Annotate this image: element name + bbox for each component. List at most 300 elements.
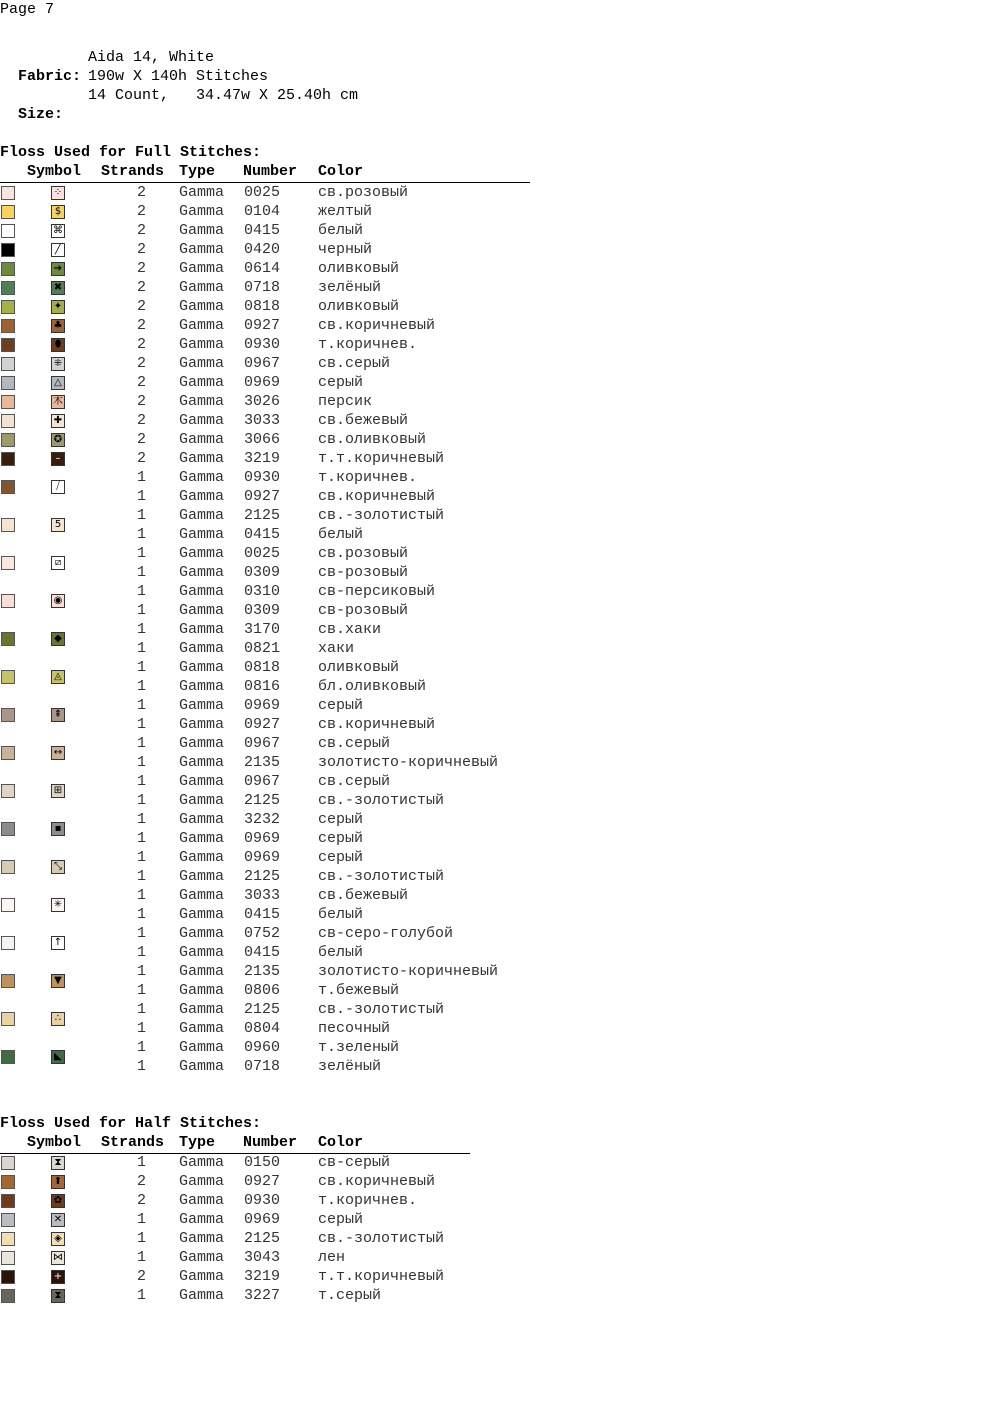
triangle-pair-icon: ⧗ bbox=[51, 1289, 65, 1303]
floss-row bbox=[0, 335, 560, 354]
floss-row bbox=[0, 240, 560, 259]
strands-cell: 1 bbox=[137, 621, 147, 638]
fabric-label: Fabric: bbox=[18, 68, 82, 85]
arrow-up-bold-icon: ⬆ bbox=[51, 1175, 65, 1189]
floss-row bbox=[0, 1248, 560, 1267]
number-cell: 0969 bbox=[244, 830, 281, 847]
floss-row bbox=[0, 1153, 560, 1172]
number-cell: 0150 bbox=[244, 1154, 281, 1171]
strands-cell: 2 bbox=[137, 1192, 147, 1209]
number-cell: 0927 bbox=[244, 1173, 281, 1190]
command-icon: ⌘ bbox=[53, 224, 63, 236]
leaf-icon: ◣ bbox=[51, 1050, 65, 1064]
col-color-header: Color bbox=[318, 1134, 364, 1151]
type-cell: Gamma bbox=[179, 488, 225, 505]
type-cell: Gamma bbox=[179, 241, 225, 258]
strands-cell: 1 bbox=[137, 488, 147, 505]
col-color-header: Color bbox=[318, 163, 364, 180]
number-cell: 0821 bbox=[244, 640, 281, 657]
type-cell: Gamma bbox=[179, 260, 225, 277]
three-dots-icon: ∴ bbox=[51, 1012, 65, 1026]
type-cell: Gamma bbox=[179, 336, 225, 353]
grid-icon: ⊞ bbox=[51, 784, 65, 798]
color-name-cell: св.-золотистый bbox=[318, 1001, 445, 1018]
floss-row bbox=[0, 753, 560, 772]
color-name-cell: оливковый bbox=[318, 659, 400, 676]
type-cell: Gamma bbox=[179, 773, 225, 790]
strands-cell: 1 bbox=[137, 602, 147, 619]
page-label: Page 7 bbox=[0, 1, 55, 18]
number-cell: 3219 bbox=[244, 450, 281, 467]
number-cell: 3170 bbox=[244, 621, 281, 638]
number-cell: 0969 bbox=[244, 697, 281, 714]
floss-row bbox=[0, 221, 560, 240]
number-cell: 0309 bbox=[244, 564, 281, 581]
up-arrow-bar-icon: ⇞ bbox=[51, 708, 65, 722]
color-name-cell: серый bbox=[318, 849, 364, 866]
strands-cell: 1 bbox=[137, 678, 147, 695]
type-cell: Gamma bbox=[179, 697, 225, 714]
strands-cell: 2 bbox=[137, 184, 147, 201]
type-cell: Gamma bbox=[179, 1211, 225, 1228]
floss-row bbox=[0, 525, 560, 544]
number-cell: 0927 bbox=[244, 317, 281, 334]
type-cell: Gamma bbox=[179, 735, 225, 752]
target-icon: ◉ bbox=[51, 594, 65, 608]
size-label: Size: bbox=[18, 106, 64, 123]
number-cell: 0752 bbox=[244, 925, 281, 942]
strands-cell: 1 bbox=[137, 507, 147, 524]
strands-cell: 1 bbox=[137, 792, 147, 809]
floss-row bbox=[0, 411, 560, 430]
number-cell: 2135 bbox=[244, 754, 281, 771]
floss-row bbox=[0, 278, 560, 297]
floss-row bbox=[0, 1267, 560, 1286]
color-name-cell: золотисто-коричневый bbox=[318, 754, 499, 771]
type-cell: Gamma bbox=[179, 1230, 225, 1247]
type-cell: Gamma bbox=[179, 621, 225, 638]
type-cell: Gamma bbox=[179, 545, 225, 562]
col-number-header: Number bbox=[243, 1134, 298, 1151]
strands-cell: 2 bbox=[137, 279, 147, 296]
color-name-cell: лен bbox=[318, 1249, 346, 1266]
number-cell: 0816 bbox=[244, 678, 281, 695]
floss-row bbox=[0, 981, 560, 1000]
strands-cell: 1 bbox=[137, 887, 147, 904]
strands-cell: 1 bbox=[137, 1058, 147, 1075]
strands-cell: 1 bbox=[137, 1249, 147, 1266]
floss-row bbox=[0, 962, 560, 981]
color-name-cell: т.коричнев. bbox=[318, 469, 418, 486]
number-cell: 0310 bbox=[244, 583, 281, 600]
floss-row bbox=[0, 449, 560, 468]
color-name-cell: св-персиковый bbox=[318, 583, 436, 600]
type-cell: Gamma bbox=[179, 678, 225, 695]
strands-cell: 1 bbox=[137, 469, 147, 486]
number-cell: 3043 bbox=[244, 1249, 281, 1266]
type-cell: Gamma bbox=[179, 431, 225, 448]
type-cell: Gamma bbox=[179, 944, 225, 961]
color-name-cell: т.серый bbox=[318, 1287, 382, 1304]
number-cell: 0927 bbox=[244, 488, 281, 505]
floss-row bbox=[0, 487, 560, 506]
color-name-cell: т.коричнев. bbox=[318, 336, 418, 353]
star-circle-icon: ✪ bbox=[51, 433, 65, 447]
strands-cell: 2 bbox=[137, 450, 147, 467]
type-cell: Gamma bbox=[179, 1287, 225, 1304]
strands-cell: 2 bbox=[137, 260, 147, 277]
number-cell: 0309 bbox=[244, 602, 281, 619]
type-cell: Gamma bbox=[179, 469, 225, 486]
type-cell: Gamma bbox=[179, 507, 225, 524]
strands-cell: 1 bbox=[137, 982, 147, 999]
floss-row bbox=[0, 544, 560, 563]
color-name-cell: св.коричневый bbox=[318, 488, 436, 505]
type-cell: Gamma bbox=[179, 298, 225, 315]
color-name-cell: св-розовый bbox=[318, 602, 409, 619]
strands-cell: 1 bbox=[137, 1039, 147, 1056]
type-cell: Gamma bbox=[179, 393, 225, 410]
color-name-cell: св-серый bbox=[318, 1154, 391, 1171]
color-name-cell: св.розовый bbox=[318, 545, 409, 562]
type-cell: Gamma bbox=[179, 792, 225, 809]
strands-cell: 2 bbox=[137, 393, 147, 410]
strands-cell: 1 bbox=[137, 1211, 147, 1228]
sparkle-icon: ✦ bbox=[51, 300, 65, 314]
floss-row bbox=[0, 1172, 560, 1191]
number-cell: 2125 bbox=[244, 1001, 281, 1018]
four-dots-icon: ⁜ bbox=[51, 357, 65, 371]
strands-cell: 2 bbox=[137, 222, 147, 239]
number-cell: 0415 bbox=[244, 906, 281, 923]
five-icon: 5 bbox=[51, 518, 65, 532]
floss-row bbox=[0, 867, 560, 886]
color-name-cell: белый bbox=[318, 222, 364, 239]
type-cell: Gamma bbox=[179, 1001, 225, 1018]
strands-cell: 1 bbox=[137, 697, 147, 714]
number-cell: 0025 bbox=[244, 545, 281, 562]
color-name-cell: золотисто-коричневый bbox=[318, 963, 499, 980]
color-name-cell: св.бежевый bbox=[318, 412, 409, 429]
color-name-cell: св.-золотистый bbox=[318, 792, 445, 809]
floss-row bbox=[0, 202, 560, 221]
color-name-cell: зелёный bbox=[318, 1058, 382, 1075]
col-type-header: Type bbox=[179, 1134, 216, 1151]
floss-row bbox=[0, 259, 560, 278]
number-cell: 0104 bbox=[244, 203, 281, 220]
strands-cell: 1 bbox=[137, 583, 147, 600]
number-cell: 0967 bbox=[244, 735, 281, 752]
color-name-cell: св.-золотистый bbox=[318, 868, 445, 885]
number-cell: 0818 bbox=[244, 659, 281, 676]
color-name-cell: т.коричнев. bbox=[318, 1192, 418, 1209]
col-symbol-header: Symbol bbox=[27, 1134, 82, 1151]
number-cell: 3219 bbox=[244, 1268, 281, 1285]
floss-row bbox=[0, 639, 560, 658]
hatched-square-icon: ⧄ bbox=[51, 556, 65, 570]
type-cell: Gamma bbox=[179, 982, 225, 999]
type-cell: Gamma bbox=[179, 868, 225, 885]
type-cell: Gamma bbox=[179, 754, 225, 771]
type-cell: Gamma bbox=[179, 602, 225, 619]
color-name-cell: персик bbox=[318, 393, 373, 410]
floss-row bbox=[0, 772, 560, 791]
fabric-stitches: 190w X 140h Stitches bbox=[88, 68, 269, 85]
color-name-cell: песочный bbox=[318, 1020, 391, 1037]
color-name-cell: белый bbox=[318, 944, 364, 961]
x-box-icon: ✕ bbox=[51, 1213, 65, 1227]
type-cell: Gamma bbox=[179, 887, 225, 904]
type-cell: Gamma bbox=[179, 526, 225, 543]
number-cell: 0718 bbox=[244, 1058, 281, 1075]
floss-row bbox=[0, 373, 560, 392]
type-cell: Gamma bbox=[179, 963, 225, 980]
color-name-cell: серый bbox=[318, 697, 364, 714]
strands-cell: 1 bbox=[137, 1020, 147, 1037]
type-cell: Gamma bbox=[179, 811, 225, 828]
number-cell: 3033 bbox=[244, 887, 281, 904]
floss-row bbox=[0, 582, 560, 601]
col-symbol-header: Symbol bbox=[27, 163, 82, 180]
dots-diamond-icon: ⁘ bbox=[51, 186, 65, 200]
number-cell: 0927 bbox=[244, 716, 281, 733]
floss-row bbox=[0, 677, 560, 696]
strands-cell: 1 bbox=[137, 811, 147, 828]
floss-row bbox=[0, 848, 560, 867]
number-cell: 0818 bbox=[244, 298, 281, 315]
strands-cell: 2 bbox=[137, 355, 147, 372]
floss-row bbox=[0, 1057, 560, 1076]
diamond-dots-icon: ◈ bbox=[51, 1232, 65, 1246]
plus-bold-icon: ✚ bbox=[51, 414, 65, 428]
strands-cell: 1 bbox=[137, 659, 147, 676]
floss-row bbox=[0, 1019, 560, 1038]
color-name-cell: св.оливковый bbox=[318, 431, 427, 448]
strands-cell: 2 bbox=[137, 1173, 147, 1190]
number-cell: 0415 bbox=[244, 222, 281, 239]
strands-cell: 1 bbox=[137, 754, 147, 771]
type-cell: Gamma bbox=[179, 830, 225, 847]
number-cell: 0967 bbox=[244, 773, 281, 790]
number-cell: 3033 bbox=[244, 412, 281, 429]
number-cell: 3066 bbox=[244, 431, 281, 448]
floss-row bbox=[0, 563, 560, 582]
color-name-cell: св.серый bbox=[318, 735, 391, 752]
floss-row bbox=[0, 696, 560, 715]
number-cell: 0025 bbox=[244, 184, 281, 201]
half-stitches-title: Floss Used for Half Stitches: bbox=[0, 1115, 262, 1132]
floss-row bbox=[0, 715, 560, 734]
strands-cell: 1 bbox=[137, 830, 147, 847]
tree-icon: ⽊ bbox=[53, 395, 63, 407]
number-cell: 3227 bbox=[244, 1287, 281, 1304]
arrow-right-icon: ➔ bbox=[51, 262, 65, 276]
number-cell: 0930 bbox=[244, 336, 281, 353]
type-cell: Gamma bbox=[179, 279, 225, 296]
pill-icon: ⧸ bbox=[51, 480, 65, 494]
drop-icon: ⬮ bbox=[51, 338, 65, 352]
number-cell: 0806 bbox=[244, 982, 281, 999]
type-cell: Gamma bbox=[179, 1268, 225, 1285]
strands-cell: 1 bbox=[137, 1287, 147, 1304]
flower-icon: ✿ bbox=[51, 1194, 65, 1208]
strands-cell: 1 bbox=[137, 640, 147, 657]
floss-row bbox=[0, 924, 560, 943]
color-name-cell: серый bbox=[318, 1211, 364, 1228]
strands-cell: 1 bbox=[137, 1230, 147, 1247]
slash-icon: ╱ bbox=[51, 243, 65, 257]
number-cell: 3232 bbox=[244, 811, 281, 828]
color-name-cell: т.бежевый bbox=[318, 982, 400, 999]
dollar-icon: $ bbox=[51, 205, 65, 219]
cross-icon: ✖ bbox=[51, 281, 65, 295]
type-cell: Gamma bbox=[179, 925, 225, 942]
number-cell: 0804 bbox=[244, 1020, 281, 1037]
col-strands-header: Strands bbox=[101, 163, 165, 180]
number-cell: 2135 bbox=[244, 963, 281, 980]
type-cell: Gamma bbox=[179, 1192, 225, 1209]
strands-cell: 2 bbox=[137, 203, 147, 220]
color-name-cell: бл.оливковый bbox=[318, 678, 427, 695]
color-name-cell: белый bbox=[318, 526, 364, 543]
color-name-cell: св.бежевый bbox=[318, 887, 409, 904]
color-name-cell: св.-золотистый bbox=[318, 1230, 445, 1247]
floss-row bbox=[0, 1210, 560, 1229]
type-cell: Gamma bbox=[179, 450, 225, 467]
full-stitches-title: Floss Used for Full Stitches: bbox=[0, 144, 262, 161]
color-name-cell: желтый bbox=[318, 203, 373, 220]
color-name-cell: св.коричневый bbox=[318, 1173, 436, 1190]
col-type-header: Type bbox=[179, 163, 216, 180]
resize-icon: ⤡ bbox=[51, 860, 65, 874]
type-cell: Gamma bbox=[179, 1154, 225, 1171]
color-name-cell: черный bbox=[318, 241, 373, 258]
floss-row bbox=[0, 886, 560, 905]
floss-row bbox=[0, 734, 560, 753]
color-name-cell: белый bbox=[318, 906, 364, 923]
floss-row bbox=[0, 1286, 560, 1305]
floss-row bbox=[0, 1000, 560, 1019]
color-name-cell: св.серый bbox=[318, 355, 391, 372]
floss-row bbox=[0, 297, 560, 316]
number-cell: 2125 bbox=[244, 507, 281, 524]
triangle-down-icon: ▼ bbox=[51, 974, 65, 988]
color-name-cell: хаки bbox=[318, 640, 355, 657]
type-cell: Gamma bbox=[179, 583, 225, 600]
type-cell: Gamma bbox=[179, 355, 225, 372]
color-name-cell: серый bbox=[318, 374, 364, 391]
floss-row bbox=[0, 620, 560, 639]
color-name-cell: т.т.коричневый bbox=[318, 1268, 445, 1285]
strands-cell: 1 bbox=[137, 526, 147, 543]
type-cell: Gamma bbox=[179, 222, 225, 239]
strands-cell: 1 bbox=[137, 1001, 147, 1018]
strands-cell: 1 bbox=[137, 906, 147, 923]
hourglass-icon: ⧗ bbox=[51, 1156, 65, 1170]
color-name-cell: т.т.коричневый bbox=[318, 450, 445, 467]
number-cell: 2125 bbox=[244, 792, 281, 809]
strands-cell: 2 bbox=[137, 336, 147, 353]
strands-cell: 2 bbox=[137, 1268, 147, 1285]
number-cell: 2125 bbox=[244, 868, 281, 885]
double-arrow-icon: ↔ bbox=[51, 746, 65, 760]
type-cell: Gamma bbox=[179, 564, 225, 581]
color-name-cell: св.серый bbox=[318, 773, 391, 790]
color-name-cell: серый bbox=[318, 811, 364, 828]
number-cell: 0960 bbox=[244, 1039, 281, 1056]
type-cell: Gamma bbox=[179, 716, 225, 733]
strands-cell: 2 bbox=[137, 317, 147, 334]
strands-cell: 2 bbox=[137, 298, 147, 315]
floss-row bbox=[0, 829, 560, 848]
color-name-cell: св-серо-голубой bbox=[318, 925, 454, 942]
floss-row bbox=[0, 468, 560, 487]
col-number-header: Number bbox=[243, 163, 298, 180]
fabric-value: Aida 14, White bbox=[88, 49, 215, 66]
strands-cell: 1 bbox=[137, 849, 147, 866]
type-cell: Gamma bbox=[179, 640, 225, 657]
strands-cell: 1 bbox=[137, 735, 147, 752]
size-line bbox=[0, 86, 359, 143]
color-name-cell: св.коричневый bbox=[318, 317, 436, 334]
floss-row bbox=[0, 316, 560, 335]
type-cell: Gamma bbox=[179, 849, 225, 866]
strands-cell: 2 bbox=[137, 431, 147, 448]
diamond-icon: ◆ bbox=[51, 632, 65, 646]
color-name-cell: св.-золотистый bbox=[318, 507, 445, 524]
type-cell: Gamma bbox=[179, 203, 225, 220]
minus-icon: – bbox=[51, 452, 65, 466]
floss-row bbox=[0, 943, 560, 962]
square-filled-icon: ▪ bbox=[51, 822, 65, 836]
number-cell: 0614 bbox=[244, 260, 281, 277]
type-cell: Gamma bbox=[179, 906, 225, 923]
number-cell: 0967 bbox=[244, 355, 281, 372]
number-cell: 0969 bbox=[244, 374, 281, 391]
floss-row bbox=[0, 1038, 560, 1057]
triangle-outline-icon: △ bbox=[51, 376, 65, 390]
floss-row bbox=[0, 1229, 560, 1248]
strands-cell: 1 bbox=[137, 963, 147, 980]
floss-row bbox=[0, 1191, 560, 1210]
plus-icon: + bbox=[51, 1270, 65, 1284]
type-cell: Gamma bbox=[179, 1020, 225, 1037]
strands-cell: 2 bbox=[137, 241, 147, 258]
color-name-cell: св.коричневый bbox=[318, 716, 436, 733]
fleur-icon: ♣ bbox=[51, 319, 65, 333]
type-cell: Gamma bbox=[179, 1173, 225, 1190]
number-cell: 0930 bbox=[244, 469, 281, 486]
type-cell: Gamma bbox=[179, 1039, 225, 1056]
strands-cell: 1 bbox=[137, 1154, 147, 1171]
color-name-cell: зелёный bbox=[318, 279, 382, 296]
strands-cell: 1 bbox=[137, 716, 147, 733]
number-cell: 0415 bbox=[244, 944, 281, 961]
col-strands-header: Strands bbox=[101, 1134, 165, 1151]
floss-row bbox=[0, 506, 560, 525]
type-cell: Gamma bbox=[179, 1058, 225, 1075]
floss-row bbox=[0, 791, 560, 810]
floss-row bbox=[0, 810, 560, 829]
triangle-dot-icon: ◬ bbox=[51, 670, 65, 684]
floss-row bbox=[0, 905, 560, 924]
number-cell: 2125 bbox=[244, 1230, 281, 1247]
bowtie-icon: ⋈ bbox=[53, 1251, 63, 1263]
number-cell: 0420 bbox=[244, 241, 281, 258]
number-cell: 3026 bbox=[244, 393, 281, 410]
type-cell: Gamma bbox=[179, 659, 225, 676]
type-cell: Gamma bbox=[179, 184, 225, 201]
